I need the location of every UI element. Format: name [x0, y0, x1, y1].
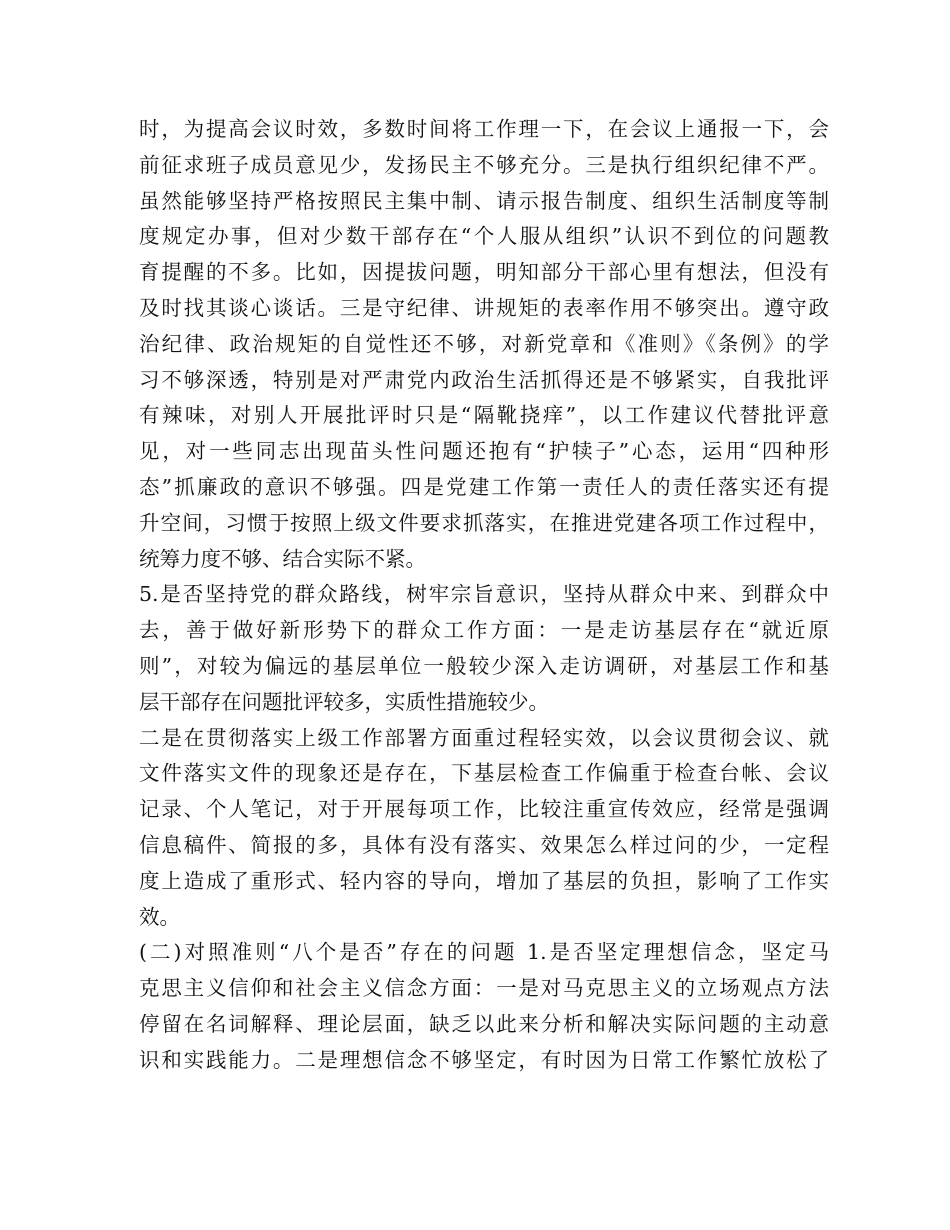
text-line: 态”抓廉政的意识不够强。四是党建工作第一责任人的责任落实还有提	[139, 474, 829, 499]
text-line: 则”，对较为偏远的基层单位一般较少深入走访调研，对基层工作和基	[139, 653, 829, 678]
text-line: 5.是否坚持党的群众路线，树牢宗旨意识，坚持从群众中来、到群众中	[139, 582, 829, 607]
text-line: 习不够深透，特别是对严肃党内政治生活抓得还是不够紧实，自我批评	[139, 367, 829, 392]
text-line: 度规定办事，但对少数干部存在“个人服从组织”认识不到位的问题教	[139, 224, 829, 249]
text-line: 见，对一些同志出现苗头性问题还抱有“护犊子”心态，运用“四种形	[139, 439, 829, 464]
text-line: 有辣味，对别人开展批评时只是“隔靴挠痒”，以工作建议代替批评意	[139, 403, 829, 428]
text-line: 育提醒的不多。比如，因提拔问题，明知部分干部心里有想法，但没有	[139, 260, 829, 285]
text-line: 虽然能够坚持严格按照民主集中制、请示报告制度、组织生活制度等制	[139, 188, 829, 213]
text-line: 去，善于做好新形势下的群众工作方面：一是走访基层存在“就近原	[139, 618, 829, 643]
text-line: 记录、个人笔记，对于开展每项工作，比较注重宣传效应，经常是强调	[139, 797, 829, 822]
body-text	[139, 112, 829, 1079]
text-line: 治纪律、政治规矩的自觉性还不够，对新党章和《准则》《条例》的学	[139, 331, 829, 356]
text-line: 文件落实文件的现象还是存在，下基层检查工作偏重于检查台帐、会议	[139, 761, 829, 786]
text-line: 停留在名词解释、理论层面，缺乏以此来分析和解决实际问题的主动意	[139, 1011, 829, 1036]
text-line: 升空间，习惯于按照上级文件要求抓落实，在推进党建各项工作过程中，	[139, 510, 829, 535]
text-line: 识和实践能力。二是理想信念不够坚定，有时因为日常工作繁忙放松了	[139, 1047, 829, 1072]
text-line: 统筹力度不够、结合实际不紧。	[139, 546, 426, 571]
text-line: 克思主义信仰和社会主义信念方面：一是对马克思主义的立场观点方法	[139, 976, 829, 1001]
text-line: 信息稿件、简报的多，具体有没有落实、效果怎么样过问的少，一定程	[139, 832, 829, 857]
text-line: 二是在贯彻落实上级工作部署方面重过程轻实效，以会议贯彻会议、就	[139, 725, 829, 750]
text-line: 度上造成了重形式、轻内容的导向，增加了基层的负担，影响了工作实	[139, 868, 829, 893]
text-line: 及时找其谈心谈话。三是守纪律、讲规矩的表率作用不够突出。遵守政	[139, 295, 829, 320]
text-line: 时，为提高会议时效，多数时间将工作理一下，在会议上通报一下，会	[139, 117, 829, 141]
text-line: (二)对照准则“八个是否”存在的问题 1.是否坚定理想信念，坚定马	[139, 940, 829, 965]
text-line: 前征求班子成员意见少，发扬民主不够充分。三是执行组织纪律不严。	[139, 152, 829, 177]
text-line: 效。	[139, 904, 180, 929]
text-line: 层干部存在问题批评较多，实质性措施较少。	[139, 689, 549, 714]
